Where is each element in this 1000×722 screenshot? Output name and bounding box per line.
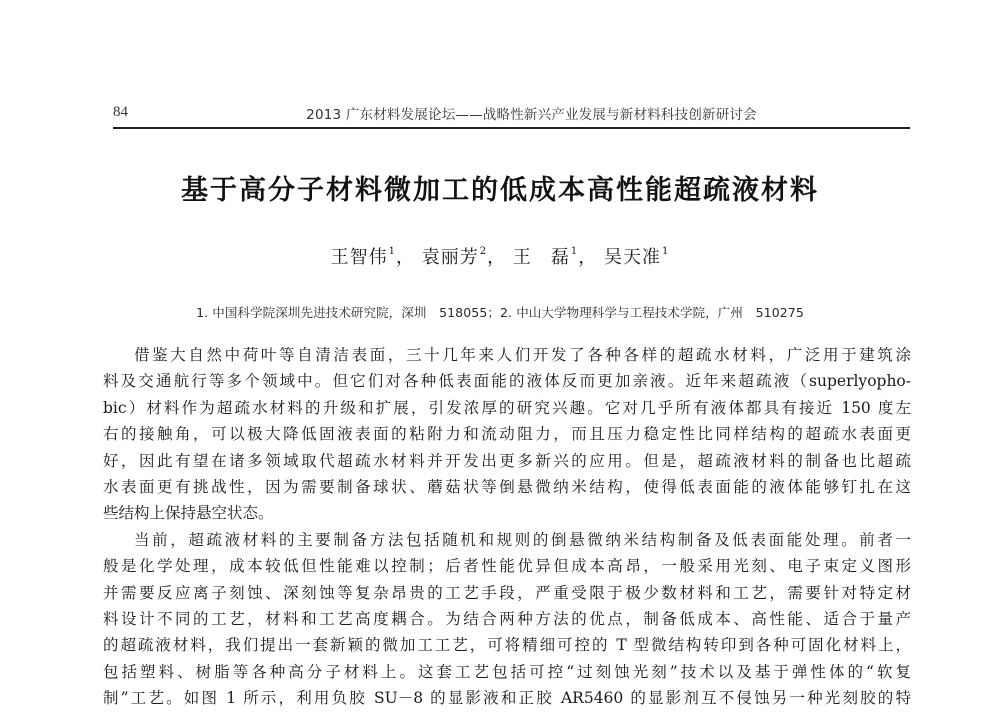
journal-title: 2013 广东材料发展论坛——战略性新兴产业发展与新材料科技创新研讨会: [306, 107, 757, 123]
text-line: 借鉴大自然中荷叶等自清洁表面，三十几年来人们开发了各种各样的超疏水材料，广泛用于建筑涂: [134, 346, 911, 364]
page-number: 84: [113, 104, 128, 120]
text-line: 水表面更有挑战性，因为需要制备球状、蘑菇状等倒悬微纳米结构，使得低表面能的液体能够钉扎在这: [103, 478, 911, 497]
header-rule: [113, 127, 910, 129]
text-line: 的超疏液材料，我们提出一套新颖的微加工工艺，可将精细可控的 T 型微结构转印到各种可固化材料上，: [103, 636, 911, 655]
author-affiliation-mark: 1: [570, 246, 579, 257]
text-line: 料设计不同的工艺，材料和工艺高度耦合。为结合两种方法的优点，制备低成本、高性能、适合于量产: [103, 610, 911, 629]
author-separator: ，: [578, 247, 598, 268]
author-name: 王智伟: [330, 247, 388, 268]
body-text: [103, 342, 911, 712]
author-affiliation-mark: 1: [661, 246, 670, 257]
affiliations: 1. 中国科学院深圳先进技术研究院，深圳 518055；2. 中山大学物理科学与工程技术学院，广州 510275: [196, 305, 804, 320]
author-list: [0, 243, 1000, 269]
text-line: bic）材料作为超疏水材料的升级和扩展，引发浓厚的研究兴趣。它对几乎所有液体都具有接近 150 度左: [103, 398, 911, 417]
author-name: 吴天准: [603, 247, 661, 268]
author-affiliation-mark: 1: [388, 246, 397, 257]
author-name: 王 磊: [512, 247, 570, 268]
paragraph: [103, 527, 911, 712]
author-separator: ，: [396, 247, 416, 268]
text-line: 包括塑料、树脂等各种高分子材料上。这套工艺包括可控“过刻蚀光刻”技术以及基于弹性体的“软复: [103, 662, 911, 681]
text-line: 料及交通航行等多个领域中。但它们对各种低表面能的液体反而更加亲液。近年来超疏液（superlyopho-: [103, 372, 911, 391]
text-line: 般是化学处理，成本较低但性能难以控制；后者性能优异但成本高昂，一般采用光刻、电子束定义图形: [103, 557, 911, 576]
author-name: 袁丽芳: [421, 247, 479, 268]
author-separator: ，: [487, 247, 507, 268]
paragraph: [103, 342, 911, 527]
text-line: 当前，超疏液材料的主要制备方法包括随机和规则的倒悬微纳米结构制备及低表面能处理。前者一: [134, 530, 911, 549]
text-line: 制”工艺。如图 1 所示，利用负胶 SU－8 的显影液和正胶 AR5460 的显影剂互不侵蚀另一种光刻胶的特: [103, 689, 911, 708]
text-line: 好，因此有望在诸多领域取代超疏水材料并开发出更多新兴的应用。但是，超疏液材料的制备也比超疏: [103, 451, 911, 470]
text-line: 并需要反应离子刻蚀、深刻蚀等复杂昂贵的工艺手段，严重受限于极少数材料和工艺，需要针对特定材: [103, 583, 911, 602]
paper-title: 基于高分子材料微加工的低成本高性能超疏液材料: [181, 175, 819, 206]
author-affiliation-mark: 2: [479, 246, 488, 257]
text-line: 右的接触角，可以极大降低固液表面的粘附力和流动阻力，而且压力稳定性比同样结构的超疏水表面更: [103, 425, 911, 444]
running-header: [113, 100, 910, 128]
text-line: 些结构上保持悬空状态。: [103, 504, 274, 523]
